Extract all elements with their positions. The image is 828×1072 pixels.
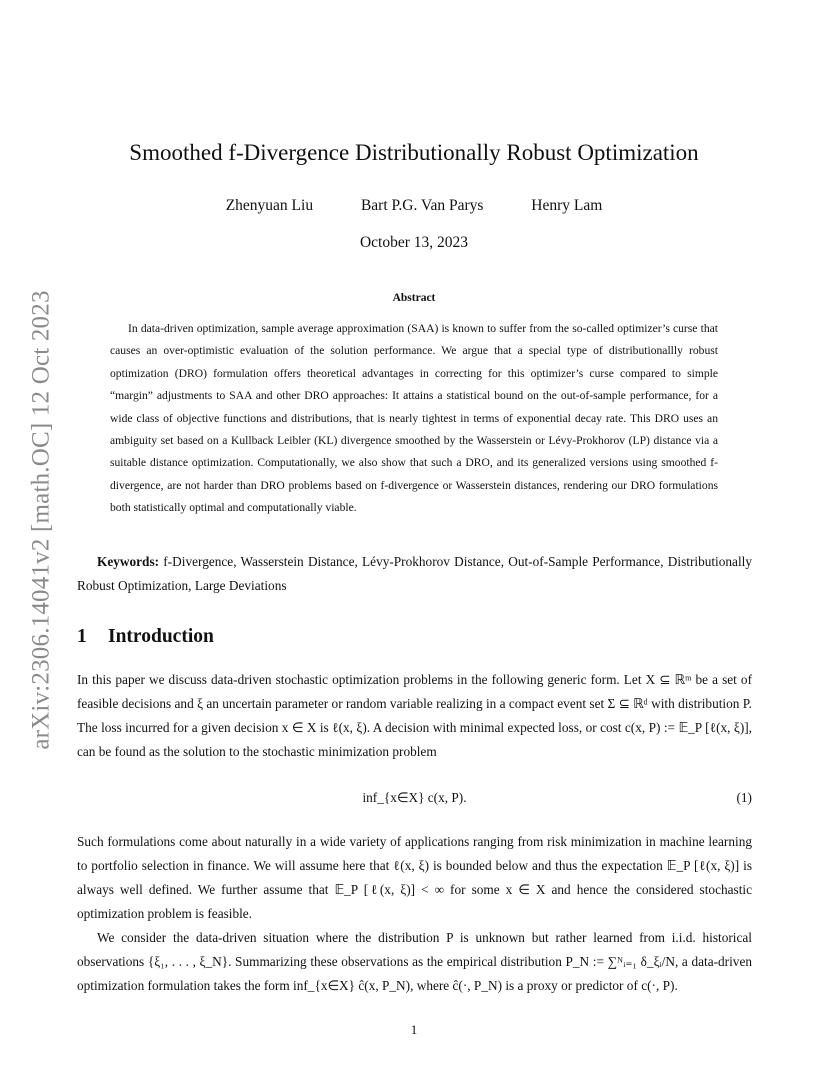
arxiv-stamp xyxy=(18,266,66,774)
section-title: Introduction xyxy=(108,626,214,647)
abstract-text: In data-driven optimization, sample average approximation (SAA) is known to suffer from the so-called optimizer’s curse that causes an over-optimistic evaluation of the solution performance. We argue that a special type of distributionallly robust optimization (DRO) formulation offers theoretical advantages in correcting for this optimizer’s curse compared to simple “margin” adjustments to SAA and other DRO approaches: It attains a statistical bound on the out-of-sample performance, for a wide class of objective functions and distributions, that is nearly tightest in terms of exponential decay rate. This DRO uses an ambiguity set based on a Kullback Leibler (KL) divergence smoothed by the Wasserstein or Lévy-Prokhorov (LP) distance via a suitable distance optimization. Computationally, we also show that such a DRO, and its generalized versions using smoothed f-divergence, are not harder than DRO problems based on f-divergence or Wasserstein distances, rendering our DRO formulations both statistically optimal and computationally viable. xyxy=(110,322,718,515)
author-name: Bart P.G. Van Parys xyxy=(360,197,484,214)
paragraph: Such formulations come about naturally in a wide variety of applications ranging from risk minimization in machine learning to portfolio selection in finance. We will assume here that ℓ(x, ξ) is bounded below and thus the expectation 𝔼_P [ℓ(x, ξ)] is always well defined. We further assume that 𝔼_P [ℓ(x, ξ)] < ∞ for some x ∈ X and hence the considered stochastic optimization problem is feasible. xyxy=(77,834,752,921)
abstract-heading: Abstract xyxy=(392,292,436,304)
equation-number: (1) xyxy=(736,790,752,805)
keywords-text: f-Divergence, Wasserstein Distance, Lévy-Prokhorov Distance, Out-of-Sample Performance, Distributionally Robust Optimization, Large Deviations xyxy=(77,554,752,593)
keywords xyxy=(77,550,752,598)
paragraph: We consider the data-driven situation where the distribution P is unknown but rather learned from i.i.d. historical observations {ξ₁, . . . , ξ_N}. Summarizing these observations as the empirical distribution P_N := ∑ᴺᵢ₌₁ δ_ξᵢ/N, a data-driven optimization formulation takes the form inf_{x∈X} ĉ(x, P_N), where ĉ(·, P_N) is a proxy or predictor of c(·, P). xyxy=(77,930,752,993)
section-heading xyxy=(77,626,214,648)
page-number: 1 xyxy=(410,1022,418,1037)
paper-date: October 13, 2023 xyxy=(359,234,469,251)
equation-expression: inf_{x∈X} c(x, P). xyxy=(362,790,467,805)
section-number: 1 xyxy=(77,626,87,647)
author-list xyxy=(0,197,828,215)
equation xyxy=(77,786,752,810)
keywords-label: Keywords: xyxy=(97,554,160,569)
paper-title: Smoothed f-Divergence Distributionally Robust Optimization xyxy=(129,140,699,165)
author-name: Zhenyuan Liu xyxy=(225,197,314,214)
author-name: Henry Lam xyxy=(531,197,603,214)
paragraph: In this paper we discuss data-driven stochastic optimization problems in the following generic form. Let X ⊆ ℝᵐ be a set of feasible decisions and ξ an uncertain parameter or random variable realizing in a compact event set Σ ⊆ ℝᵈ with distribution P. The loss incurred for a given decision x ∈ X is ℓ(x, ξ). A decision with minimal expected loss, or cost c(x, P) := 𝔼_P [ℓ(x, ξ)], can be found as the solution to the stochastic minimization problem xyxy=(77,672,752,759)
arxiv-id: arXiv:2306.14041v2 [math.OC] 12 Oct 2023 xyxy=(28,290,55,750)
